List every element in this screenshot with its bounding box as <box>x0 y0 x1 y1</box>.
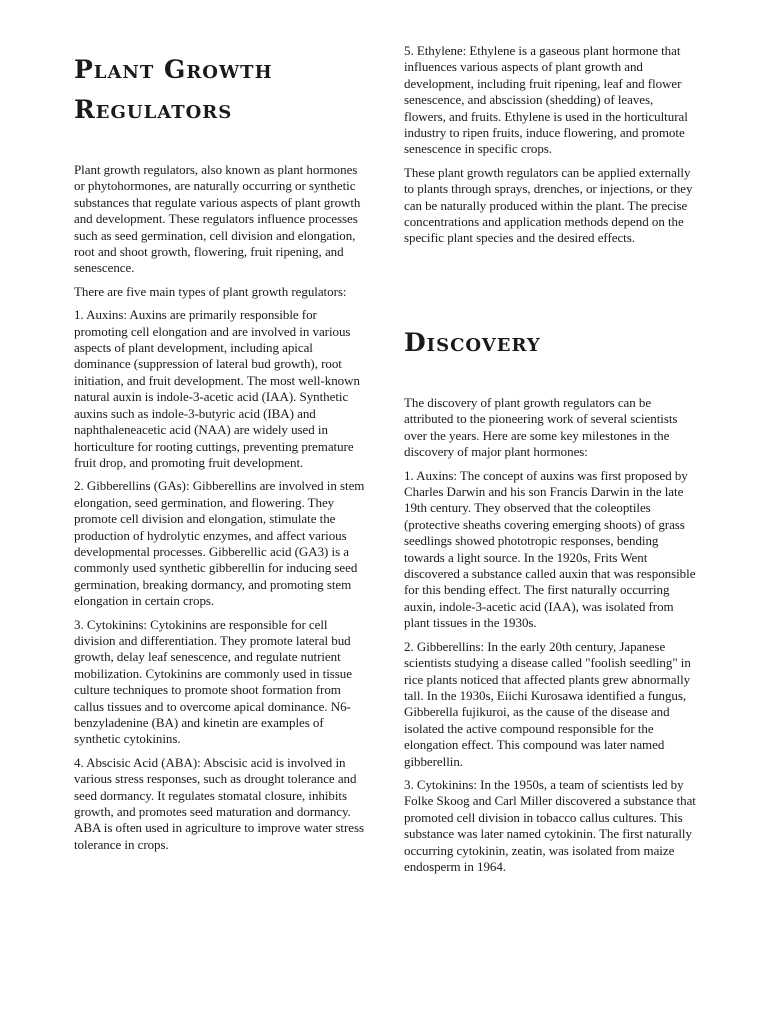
discovery-auxins-paragraph: 1. Auxins: The concept of auxins was first proposed by Charles Darwin and his son Francis Darwin in the late 19th century. They observed that the coleoptiles (protective sheaths covering emerging shoots) of grass seedlings showed phototropic responses, bending towards a light source. In the 1920s, Frits Went discovered a substance called auxin that was responsible for this bending effect. The first naturally occurring auxin, indole-3-acetic acid (IAA), was isolated from plant tissues in the 1930s. <box>404 467 696 631</box>
discovery-body <box>404 395 696 882</box>
gibberellins-paragraph: 2. Gibberellins (GAs): Gibberellins are involved in stem elongation, seed germination, and flowering. They promote cell division and elongation, stimulate the production of hydrolytic enzymes, and affect various developmental processes. Gibberellic acid (GA3) is a commonly used synthetic gibberellin for inducing seed germination, breaking dormancy, and promoting stem elongation in certain crops. <box>74 478 365 609</box>
ethylene-paragraph: 5. Ethylene: Ethylene is a gaseous plant hormone that influences various aspects of plant growth and development, including fruit ripening, leaf and flower senescence, and abscission (shedding) of leaves, flowers, and fruits. Ethylene is used in the horticultural industry to ripen fruits, induce flowering, and promote senescence in specific crops. <box>404 43 688 157</box>
intro-paragraph: Plant growth regulators, also known as plant hormones or phytohormones, are naturally occurring or synthetic substances that regulate various aspects of plant growth and development. These regulators influence processes such as seed germination, cell division and elongation, root and shoot growth, flowering, fruit ripening, and senescence. <box>74 162 361 276</box>
discovery-heading: Discovery <box>404 328 541 357</box>
auxins-paragraph: 1. Auxins: Auxins are primarily responsible for promoting cell elongation and are involved in various aspects of plant development, including apical dominance (suppression of lateral bud growth), root initiation, and fruit development. The most well-known natural auxin is indole-3-acetic acid (IAA). Synthetic auxins such as indole-3-butyric acid (IBA) and naphthaleneacetic acid (NAA) are widely used in horticulture for rooting cuttings, preventing premature fruit drop, and promoting fruit development. <box>74 307 360 470</box>
right-top-body <box>404 43 696 254</box>
left-body <box>74 162 366 860</box>
application-paragraph: These plant growth regulators can be applied externally to plants through sprays, drenches, or injections, or they can be naturally produced within the plant. The precise concentrations and application methods depend on the specific plant species and the desired effects. <box>404 164 693 246</box>
discovery-cytokinins-paragraph: 3. Cytokinins: In the 1950s, a team of scientists led by Folke Skoog and Carl Miller discovered a substance that promoted cell division in tobacco callus cultures. This substance was later named cytokinin. The first naturally occurring cytokinin, zeatin, was isolated from maize endosperm in 1964. <box>404 776 696 874</box>
discovery-intro-paragraph: The discovery of plant growth regulators can be attributed to the pioneering work of several scientists over the years. Here are some key milestones in the discovery of major plant hormones: <box>404 395 678 460</box>
discovery-gibberellins-paragraph: 2. Gibberellins: In the early 20th century, Japanese scientists studying a disease called "foolish seedling" in rice plants noticed that affected plants grew abnormally tall. In the 1930s, Eiichi Kurosawa identified a fungus, Gibberella fujikuroi, as the cause of the disease and isolated the active compound responsible for the elongation effect. This compound was later named gibberellin. <box>404 638 691 769</box>
types-intro-paragraph: There are five main types of plant growth regulators: <box>74 283 347 299</box>
page-title: Plant Growth Regulators <box>74 55 273 124</box>
cytokinins-paragraph: 3. Cytokinins: Cytokinins are responsible for cell division and differentiation. They promote lateral bud growth, delay leaf senescence, and regulate nutrient mobilization. Cytokinins are commonly used in tissue culture techniques to promote shoot formation from callus tissues and to overcome apical dominance. N6-benzyladenine (BA) and kinetin are examples of synthetic cytokinins. <box>74 616 352 747</box>
abscisic-acid-paragraph: 4. Abscisic Acid (ABA): Abscisic acid is involved in various stress responses, such as drought tolerance and seed dormancy. It regulates stomatal closure, inhibits growth, and promotes seed maturation and dormancy. ABA is often used in agriculture to improve water stress tolerance in crops. <box>74 754 364 852</box>
